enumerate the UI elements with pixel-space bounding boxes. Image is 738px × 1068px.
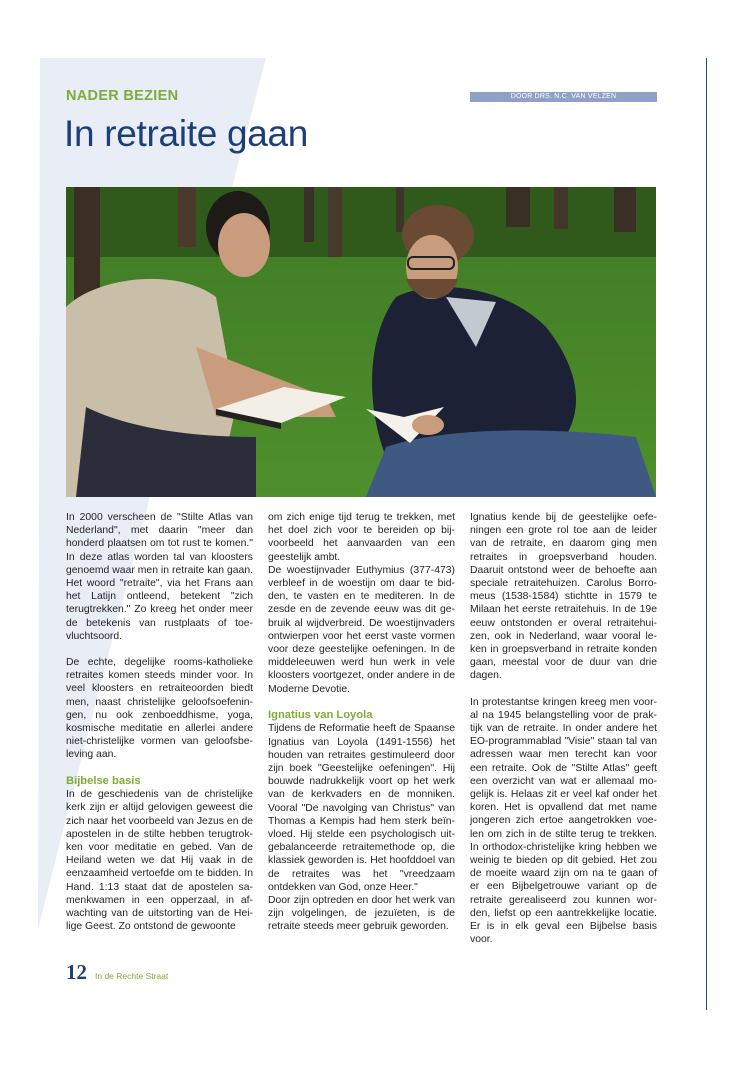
paragraph: De echte, degelijke rooms-katholieke retraites komen steeds minder voor. In veel kloosters en retraiteoorden biedt men, naast christelijke geloofsoefeningen, nu ook zenboeddhisme, yoga, kosmische meditatie en allerlei andere niet-christelijke vormen van geloofsbeleving aan. <box>66 657 253 761</box>
subheading-bijbelse-basis: Bijbelse basis <box>66 774 141 787</box>
article-photo <box>66 187 656 497</box>
paragraph: om zich enige tijd terug te trekken, met het doel zich voor te bereiden op bijvoorbeeld het aanvaarden van een geestelijk ambt. <box>268 512 455 563</box>
paragraph-spacer <box>470 683 657 696</box>
paragraph: In de geschiedenis van de christelijke kerk zijn er altijd gelovigen geweest die zich naar het voorbeeld van Jezus en de apostelen in de stilte hebben terugtrokken voor meditatie en gebed. Van de Heiland weten we dat Hij vaak in de eenzaamheid vertoefde om te bidden. In Hand. 1:13 staat dat de apostelen samenkwamen in een opperzaal, in afwachting van de uitstorting van de Heilige Geest. Zo ontstond de gewoonte <box>66 789 253 933</box>
photo-illustration <box>66 187 656 497</box>
section-label: NADER BEZIEN <box>66 88 179 104</box>
text-column-1 <box>66 511 253 933</box>
publication-name: In de Rechte Straat <box>95 971 169 981</box>
subheading-ignatius: Ignatius van Loyola <box>268 708 373 721</box>
paragraph: De woestijnvader Euthymius (377-473) verbleef in de woestijn om daar te bidden, te vasten en te mediteren. In de zesde en de zevende eeuw was dit gebruik al wijdverbreid. De woestijnvaders ontwierpen voor het eerst vaste vormen voor deze geestelijke oefeningen. In de middeleeuwen werd hun werk in vele kloosters voortgezet, onder andere in de Moderne Devotie. <box>268 564 455 695</box>
text-column-3 <box>470 511 657 947</box>
paragraph: In 2000 verscheen de "Stilte Atlas van Nederland", met daarin "meer dan honderd plaatsen om tot rust te komen." In deze atlas worden tal van kloosters genoemd waar men in retraite kan gaan. Het woord "retraite", via het Frans aan het Latijn ontleend, betekent "zich terugtrekken." Zo kreeg het onder meer de betekenis van rustplaats of toevluchtsoord. <box>66 512 253 642</box>
author-byline: DOOR DRS. N.C. VAN VELZEN <box>470 92 657 102</box>
paragraph: Tijdens de Reformatie heeft de Spaanse Ignatius van Loyola (1491-1556) het houden van retraites gestimuleerd door zijn boek "Geestelijke oefeningen". Hij bouwde nadrukkelijk voort op het werk van de kerkvaders en de monniken. Vooral "De navolging van Christus" van Thomas a Kempis had hem sterk beïnvloed. Hij stelde een psychologisch uitgebalanceerde retraitemethode op, die klassiek geworden is. Het hoofddoel van de retraites was het "vreedzaam ontdekken van God, onze Heer." <box>268 723 455 893</box>
article-title: In retraite gaan <box>64 113 309 154</box>
right-margin-rule <box>706 58 707 1010</box>
paragraph: Ignatius kende bij de geestelijke oefeningen een grote rol toe aan de leider van de retraite, en daarom ging men retraites in groepsverband houden. Daaruit ontstond weer de behoefte aan speciale retraitehuizen. Carolus Borromeus (1538-1584) stichtte in 1579 te Milaan het eerste retraitehuis. In de 19e eeuw ontstonden er overal retraitehuizen, ook in Nederland, waar vooral leken in groepsverband in retraite konden gaan, meestal voor de duur van drie dagen. <box>470 512 657 682</box>
paragraph: Door zijn optreden en door het werk van zijn volgelingen, de jezuïeten, is de retraite steeds meer gebruik geworden. <box>268 894 455 933</box>
page-number: 12 <box>66 960 87 984</box>
text-column-2 <box>268 511 455 934</box>
paragraph: In protestantse kringen kreeg men vooral na 1945 belangstelling voor de praktijk van de retraite. In onder andere het EO-programmablad "Visie" staan tal van adressen waar men terecht kan voor een retraite. Ook de "Stilte Atlas" geeft een overzicht van wat er allemaal mogelijk is. Helaas zit er veel kaf onder het koren. Het is opvallend dat met name jongeren zich ertoe aangetrokken voelen om zich in de stilte terug te trekken. In orthodox-christelijke kring hebben we weinig te bieden op dit gebied. Het zou de moeite waard zijn om na te gaan of er een Bijbelgetrouwe variant op de retraite gerealiseerd zou kunnen worden, liefst op een aantrekkelijke locatie. Er is in elk geval een Bijbelse basis voor. <box>470 696 657 946</box>
paragraph-spacer <box>268 696 455 709</box>
page-footer <box>66 960 168 985</box>
paragraph-spacer <box>66 762 253 775</box>
paragraph-spacer <box>66 643 253 656</box>
